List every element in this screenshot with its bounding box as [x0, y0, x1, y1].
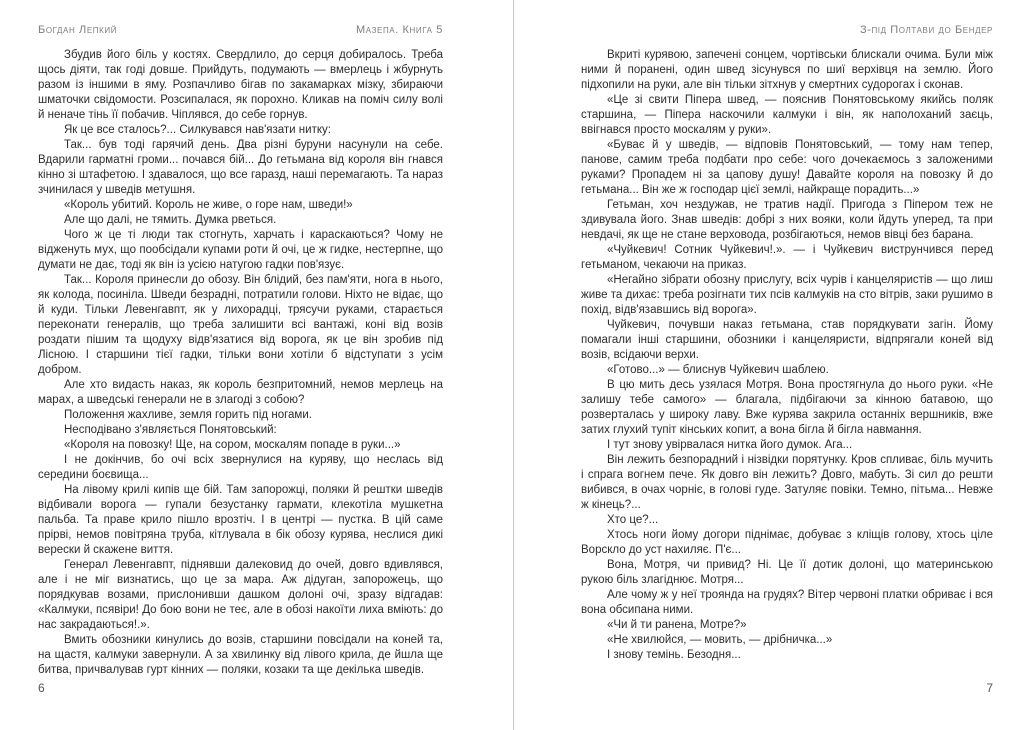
paragraph: Положення жахливе, земля горить під ногами.	[64, 409, 312, 421]
paragraph: Хто це?...	[607, 514, 659, 526]
paragraph: «Чуйкевич! Сотник Чуйкевич!.». — і Чуйкевич виструнчився перед гетьманом, чекаючи на приказ.	[581, 244, 993, 271]
paragraph: Чого ж це ті люди так стогнуть, харчать і караскаються? Чому не відженуть мух, що пообсідали купами роти й очі, це ж гидке, нестерпне, що думати не дає, тоді як він із усією натугою гадки пов'язує.	[38, 229, 443, 271]
paragraph: І знову темінь. Безодня...	[607, 649, 741, 661]
paragraph: Вкриті курявою, запечені сонцем, чортівськи блискали очима. Були між ними й поранені, один швед зісунувся по шиї верхівця на землю. Його підхопили на руки, але він тільки зітхнув у смертних судорогах і сконав.	[581, 49, 993, 91]
running-header-author: Богдан Лепкий	[38, 24, 118, 36]
running-header-section: З-під Полтави до Бендер	[859, 24, 993, 36]
paragraph: Вона, Мотря, чи привид? Ні. Це її дотик долоні, що материнською рукою біль злагіднює. Мотря...	[581, 559, 993, 586]
paragraph: Генерал Левенгавпт, піднявши далековид до очей, довго вдивлявся, але і не міг визнатись, що це за мара. Аж дідуган, запорожець, що порядкував возами, прислонивши дашком долоні очі, зразу відгадав: «Калмуки, псявіри! До бою вони не теє, але в обозі накоїти лиха вміють: до нас закрадаються!.».	[38, 559, 443, 631]
page-right	[581, 24, 993, 663]
paragraph: В цю мить десь узялася Мотря. Вона простягнула до нього руки. «Не залишу тебе самого» — благала, підбігаючи за кінною батавою, що розверталась у широку лаву. Вже курява закрила останніх вершників, вже затих глухий тупіт кінських копит, а вона бігла й бігла навмання.	[581, 379, 993, 436]
paragraph: «Не хвилюйся, — мовить, — дрібничка...»	[607, 634, 833, 646]
paragraph: Але що далі, не тямить. Думка рветься.	[64, 214, 277, 226]
paragraph: «Негайно зібрати обозну прислугу, всіх чурів і канцеляристів — що лиш живе та дихає: треба розігнати тих псів калмуків на сто вітрів, заки рушимо в похід, відв'язавшись від ворога».	[581, 274, 993, 316]
paragraph: І не докінчив, бо очі всіх звернулися на куряву, що неслась від середини боєвища...	[38, 454, 443, 481]
paragraph: «Чи й ти ранена, Мотре?»	[607, 619, 747, 631]
paragraph: Він лежить безпорадний і нізвідки порятунку. Кров спливає, біль мучить і спрага вогнем пече. Як довго він лежить? Довго, мабуть. Зі сил до решти вибився, в очах чорніє, в голові гуде. Затуляє повіки. Темно, пітьма... Невже ж кінець?...	[581, 454, 993, 511]
page-number-left: 6	[38, 681, 45, 695]
paragraph: Як це все сталось?... Силкувався нав'язати нитку:	[64, 124, 331, 136]
paragraph: «Короля на повозку! Ще, на сором, москалям попаде в руки...»	[64, 439, 401, 451]
paragraph: «Це зі свити Піпера швед, — пояснив Понятовському якийсь поляк старшина, — Піпера наскочили калмуки і він, як наполоханий заєць, ввігнався просто москалям у руки».	[581, 94, 993, 136]
paragraph: «Готово...» — блиснув Чуйкевич шаблею.	[607, 364, 829, 376]
paragraph: Хтось ноги йому догори піднімає, добуває з кліщів голову, хтось ціле Ворскло до уст нахиляє. П'є...	[581, 529, 993, 556]
page-text-right	[581, 48, 993, 663]
paragraph: Але чому ж у неї троянда на грудях? Вітер червоні платки обриває і вся вона обсипана ними.	[581, 589, 993, 616]
page-text-left	[38, 48, 443, 678]
paragraph: Вмить обозники кинулись до возів, старшини повсідали на коней та, на щастя, калмуки завернули. А за хвилинку від лівого крила, де йшла ще битва, причвалував гурт кінних — поляки, козаки та ще декілька шведів.	[38, 634, 443, 676]
page-number-right: 7	[986, 681, 993, 695]
paragraph: Гетьман, хоч нездужав, не тратив надії. Пригода з Піпером теж не здивувала його. Знав шведів: добрі з них вояки, коли йдуть уперед, та при невдачі, як ще не стане верховода, розбігаються, немов вівці без барана.	[581, 199, 993, 241]
running-header-title: Мазепа. Книга 5	[355, 24, 443, 36]
paragraph: Збудив його біль у костях. Свердлило, до серця добиралось. Треба щось діяти, так годі довше. Прийдуть, подумають — вмерлець і жбурнуть разом із іншими в яму. Розпачливо бігав по закамарках мізку, збираючи шматочки свідомости. Розсипалася, як порохно. Кликав на поміч силу волі й неначе тінь її побачив. Чіплявся, до себе горнув.	[38, 49, 443, 121]
paragraph: «Буває й у шведів, — відповів Понятовський, — тому нам тепер, панове, самим треба подбати про себе: чого дочекаємось з заложеними руками? Пропадем ні за цапову душу! Давайте короля на повозку й до гетьмана... Він же ж господар цієї землі, найкраще порадить...»	[581, 139, 993, 196]
page-divider	[513, 0, 514, 730]
paragraph: Так... був тоді гарячий день. Два різні буруни насунули на себе. Вдарили гарматні громи... почався бій... До гетьмана від короля він гнався кінно зі штафетою. І здавалося, що все гаразд, наші перемагають. Та нараз зчинилася у шведів метушня.	[38, 139, 443, 196]
running-header-right	[581, 24, 993, 36]
running-header-left	[38, 24, 443, 36]
paragraph: «Король убитий. Король не живе, о горе нам, шведи!»	[64, 199, 353, 211]
paragraph: На лівому крилі кипів ще бій. Там запорожці, поляки й рештки шведів відбивали ворога — гупали безустанку гармати, клекотіла мушкетна пальба. Та праве крило пішло врозтіч. І в центрі — пустка. В цій саме прірві, немов повітряна труба, кітлувала в бік обозу курява, неслися дикі верески й скажене виття.	[38, 484, 443, 556]
paragraph: Але хто видасть наказ, як король безпритомний, немов мерлець на марах, а шведські генерали не в злагоді з собою?	[38, 379, 443, 406]
paragraph: І тут знову увірвалася нитка його думок. Ага...	[607, 439, 853, 451]
paragraph: Чуйкевич, почувши наказ гетьмана, став порядкувати загін. Йому помагали інші старшини, обозники і канцеляристи, відпрягали коней від возів, всідаючи верхи.	[581, 319, 993, 361]
paragraph: Несподівано з'являється Понятовський:	[64, 424, 277, 436]
page-left	[38, 24, 443, 678]
paragraph: Так... Короля принесли до обозу. Він блідий, без пам'яти, нога в нього, як колода, посиніла. Шведи безрадні, потратили голови. Ніхто не відає, що й куди. Тільки Левенгавпт, як у лихорадці, трясучи руками, старається переконати генералів, що треба залишити всі вантажі, коні від возів роздати пішим та щодуху відв'язатися від ворога, як це він зробив під Лісною. І старшини тієї гадки, тільки вони хотіли б відступати з усім добром.	[38, 274, 443, 376]
